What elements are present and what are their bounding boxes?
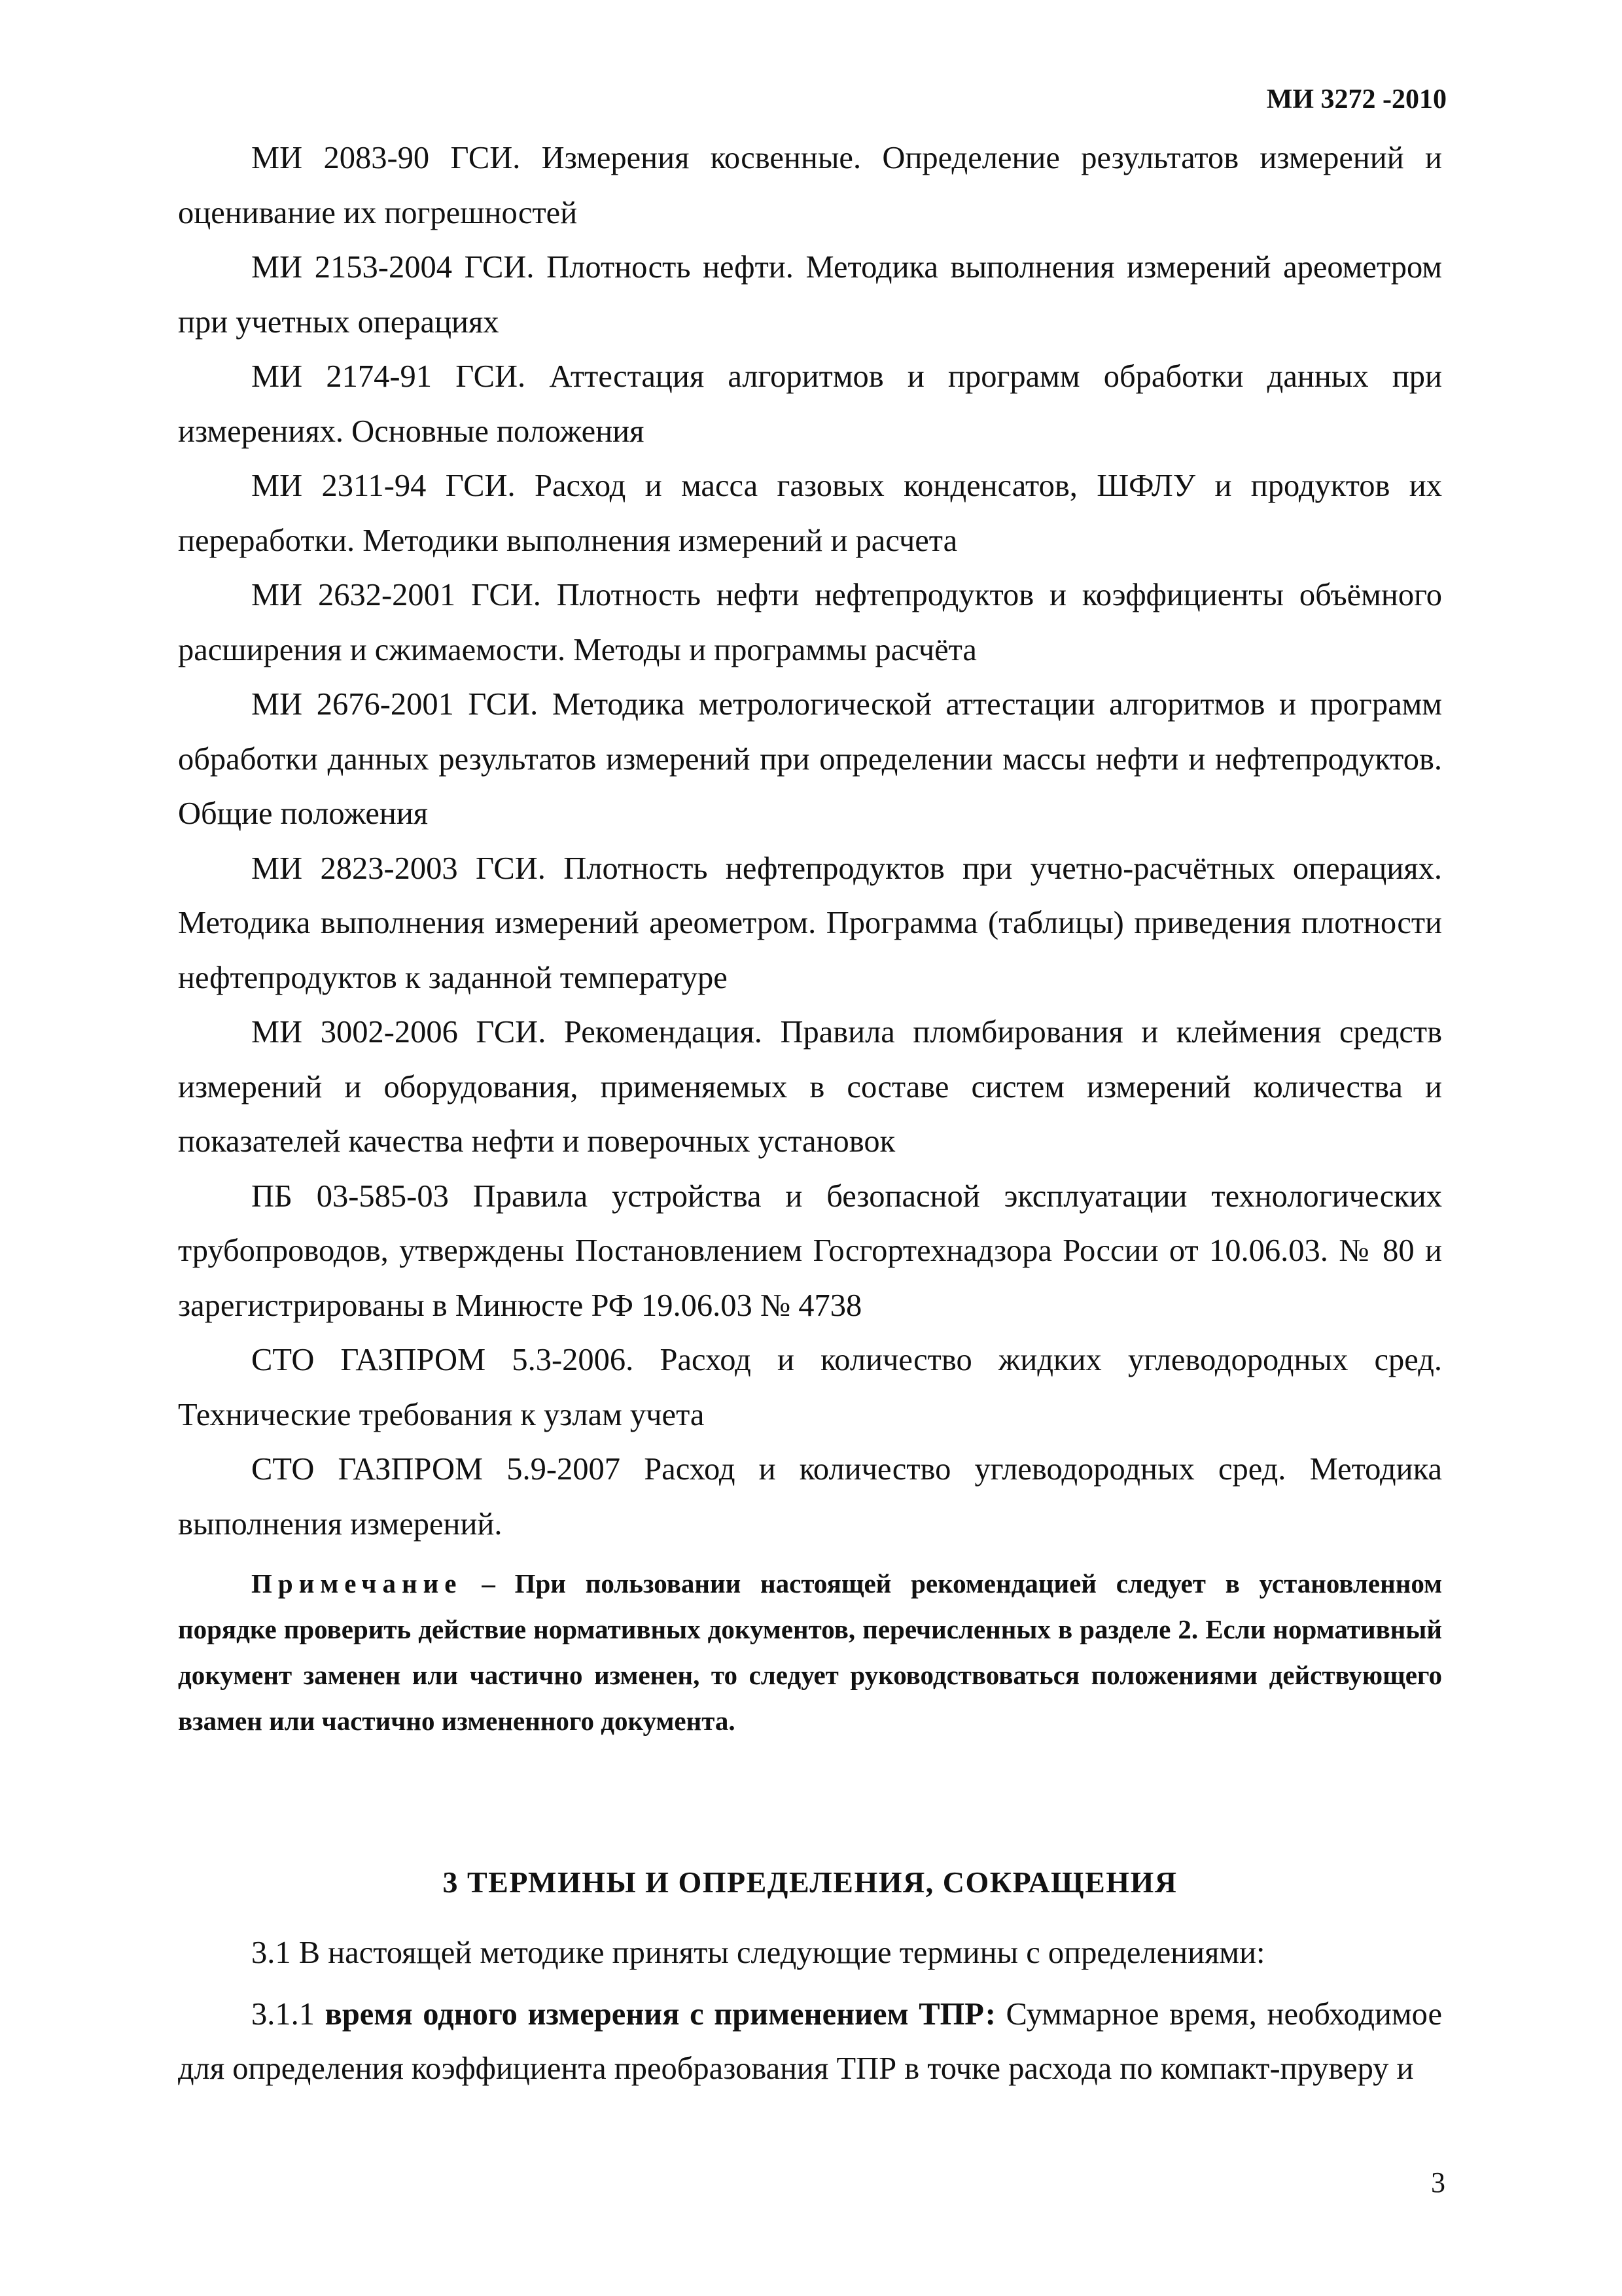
note-lead: Примечание	[251, 1568, 463, 1598]
reference-item: МИ 2823-2003 ГСИ. Плотность нефтепродуктов при учетно-расчётных операциях. Методика выполнения измерений ареометром. Программа (таблицы) приведения плотности нефтепродуктов к заданной температуре	[178, 851, 1442, 995]
section-title: 3 ТЕРМИНЫ И ОПРЕДЕЛЕНИЯ, СОКРАЩЕНИЯ	[442, 1865, 1178, 1899]
reference-item: МИ 3002-2006 ГСИ. Рекомендация. Правила пломбирования и клеймения средств измерений и оборудования, применяемых в составе систем измерений количества и показателей качества нефти и поверочных установок	[178, 1015, 1442, 1159]
page-number: 3	[1431, 2166, 1445, 2199]
term-name: время одного измерения с применением ТПР:	[325, 1996, 996, 2032]
term-number: 3.1.1	[251, 1996, 315, 2032]
reference-item: ПБ 03-585-03 Правила устройства и безопасной эксплуатации технологических трубопроводов, утверждены Постановлением Госгортехнадзора России от 10.06.03. № 80 и зарегистрированы в Минюсте РФ 19.06.03 № 4738	[178, 1178, 1442, 1323]
note-paragraph	[178, 1561, 1442, 1744]
references-list	[178, 131, 1442, 1551]
reference-item: СТО ГАЗПРОМ 5.3-2006. Расход и количество жидких углеводородных сред. Технические требования к узлам учета	[178, 1343, 1442, 1432]
reference-item: МИ 2153-2004 ГСИ. Плотность нефти. Методика выполнения измерений ареометром при учетных операциях	[178, 250, 1442, 340]
reference-item: МИ 2632-2001 ГСИ. Плотность нефти нефтепродуктов и коэффициенты объёмного расширения и сжимаемости. Методы и программы расчёта	[178, 578, 1442, 667]
page-content	[178, 131, 1442, 2096]
document-code-header: МИ 3272 -2010	[1266, 84, 1447, 115]
reference-item: СТО ГАЗПРОМ 5.9-2007 Расход и количество углеводородных сред. Методика выполнения измерений.	[178, 1452, 1442, 1542]
reference-item: МИ 2174-91 ГСИ. Аттестация алгоритмов и программ обработки данных при измерениях. Основные положения	[178, 359, 1442, 449]
note-text: – При пользовании настоящей рекомендацией следует в установленном порядке проверить действие нормативных документов, перечисленных в разделе 2. Если нормативный документ заменен или частично изменен, то следует руководствоваться положениями действующего взамен или частично измененного документа.	[178, 1568, 1443, 1736]
term-definition-paragraph	[178, 1987, 1442, 2096]
section-intro: 3.1 В настоящей методике приняты следующие термины с определениями:	[251, 1935, 1265, 1970]
term-definition: Суммарное время, необходимое для определения коэффициента преобразования ТПР в точке расхода по компакт-пруверу и	[178, 1996, 1443, 2086]
reference-item: МИ 2676-2001 ГСИ. Методика метрологической аттестации алгоритмов и программ обработки данных результатов измерений при определении массы нефти и нефтепродуктов. Общие положения	[178, 687, 1442, 831]
reference-item: МИ 2311-94 ГСИ. Расход и масса газовых конденсатов, ШФЛУ и продуктов их переработки. Методики выполнения измерений и расчета	[178, 468, 1442, 558]
reference-item: МИ 2083-90 ГСИ. Измерения косвенные. Определение результатов измерений и оценивание их погрешностей	[178, 141, 1442, 230]
